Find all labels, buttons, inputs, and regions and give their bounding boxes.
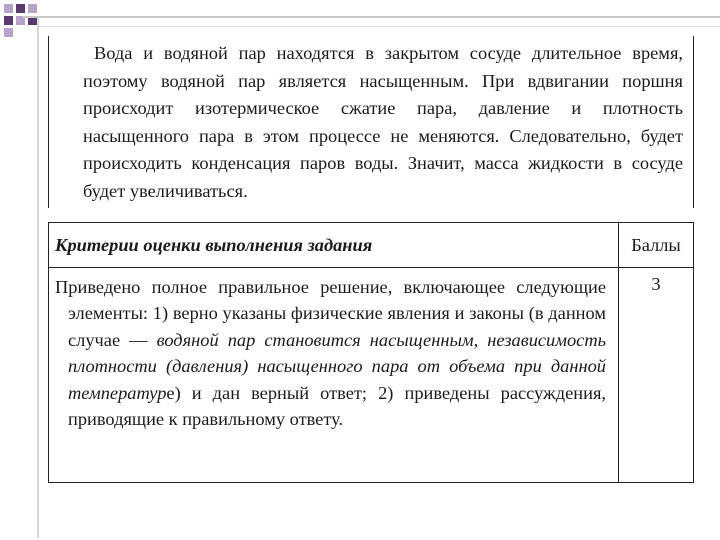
ornament-square [16,4,25,13]
criteria-text [55,274,606,432]
top-rule-thin [37,26,720,27]
ornament-square [4,28,13,37]
ornament-square [4,4,13,13]
criteria-text-part: Приведено полное правильное решение, включающее следующие элементы: 1) верно указаны физические явления и законы (в данном случае — [55,277,606,350]
slide-ornament [0,0,60,40]
criteria-description [49,268,619,483]
top-rule [22,16,720,18]
criteria-text-part: е) и дан верный ответ; 2) приведены рассуждения, приводящие к правильному ответу. [68,382,606,430]
ornament-square [28,4,37,13]
criteria-text-italic: водяной пар становится насыщенным, независимость плотности (давления) насыщенного пара от объема при данной температур [68,329,606,403]
ornament-square [4,16,13,25]
table-header-row [49,223,694,268]
header-points: Баллы [619,223,694,268]
left-rule [37,18,39,538]
criteria-score: 3 [619,268,694,483]
answer-block [48,36,694,208]
header-criteria: Критерии оценки выполнения задания [49,223,619,268]
answer-paragraph: Вода и водяной пар находятся в закрытом сосуде длительное время, поэтому водяной пар является насыщенным. При вдвигании поршня происходит изотермическое сжатие пара, давление и плотность насыщенного пара в этом процессе не меняются. Следовательно, будет происходить конденсация паров воды. Значит, масса жидкости в сосуде будет увеличиваться. [83,43,683,201]
table-row [49,268,694,483]
criteria-table [48,222,694,483]
